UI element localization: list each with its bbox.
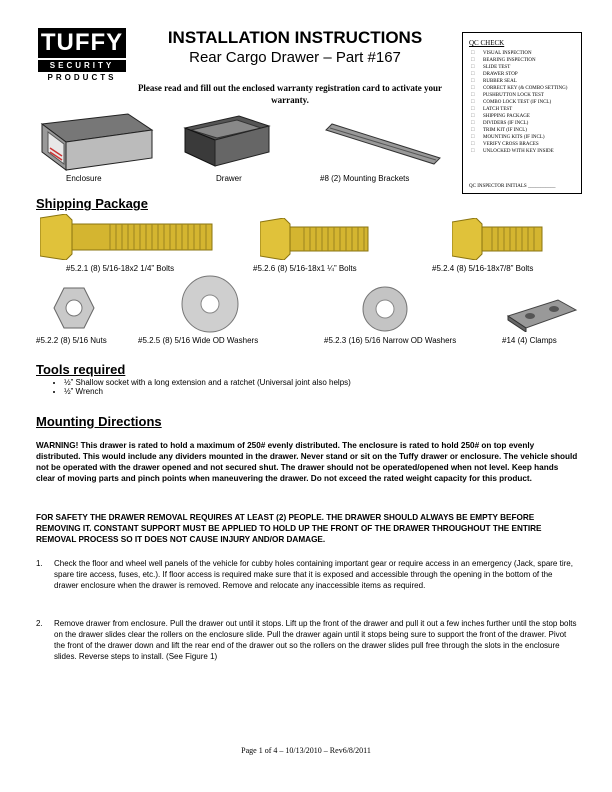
wide-washers-caption: #5.2.5 (8) 5/16 Wide OD Washers [138, 336, 259, 345]
brackets-caption: #8 (2) Mounting Brackets [320, 174, 410, 183]
wide-washer-image [180, 274, 240, 334]
page-footer: Page 1 of 4 – 10/13/2010 – Rev6/8/2011 [241, 746, 371, 755]
bolt3-caption: #5.2.4 (8) 5/16-18x7/8” Bolts [432, 264, 534, 273]
clamps-caption: #14 (4) Clamps [502, 336, 557, 345]
narrow-washer-image [360, 284, 410, 334]
step-number: 2. [36, 619, 43, 628]
enclosure-caption: Enclosure [66, 174, 102, 183]
mounting-heading: Mounting Directions [36, 414, 162, 429]
narrow-washers-caption: #5.2.3 (16) 5/16 Narrow OD Washers [324, 336, 457, 345]
qc-item: □ DRAWER STOP [471, 71, 518, 77]
qc-item: □ RUBBER SEAL [471, 78, 517, 84]
logo-security: SECURITY [38, 60, 126, 72]
qc-item: □ BEARING INSPECTION [471, 57, 536, 63]
step-2 [36, 618, 578, 662]
qc-item: □ SHIPPING PACKAGE [471, 113, 530, 119]
qc-item: □ SLIDE TEST [471, 64, 511, 70]
step-1 [36, 558, 578, 591]
qc-title: QC CHECK [469, 39, 505, 47]
qc-item: □ LATCH TEST [471, 106, 513, 112]
bolt-medium-image [260, 218, 370, 260]
bolt1-caption: #5.2.1 (8) 5/16-18x2 1/4” Bolts [66, 264, 175, 273]
bolt2-caption: #5.2.6 (8) 5/16-18x1 ¼” Bolts [253, 264, 357, 273]
bolt-short-image [452, 218, 544, 260]
qc-check-box [462, 32, 582, 194]
drawer-image [183, 112, 273, 170]
qc-item: □ CORRECT KEY (& COMBO SETTING) [471, 85, 568, 91]
page-title: INSTALLATION INSTRUCTIONS [167, 28, 423, 47]
tools-list [48, 378, 351, 396]
warning-text: WARNING! This drawer is rated to hold a maximum of 250# evenly distributed. The enclosure is rated to hold 250# on top evenly distributed. This would include any dividers mounted in the drawer. Never stand or sit on the Tuffy drawer or enclosure. The vehicle should not be operated with the drawer opened and not secured shut. The drawer should not be operated/opened when not level. Keep hands clear of moving parts and pinch points when maneuvering the drawer. Do not exceed the rated weight capacity for this product. [36, 441, 578, 483]
tool-item: • ½” Wrench [64, 387, 351, 396]
step-text: Remove drawer from enclosure. Pull the drawer out until it stops. Lift up the front of the drawer and pull it out a few inches further until the stop bolts on the drawer slides clear the rollers on the enclosure slide. Pull the drawer again until it stops being sure to support the front of the drawer. Pivot the front of the drawer down and lift the rear end of the drawer out so the rollers on the drawer slides pull free through the slots in the enclosure slides. Reverse steps to install. (See Figure 1) [54, 619, 577, 661]
qc-item: □ UNLOCKED WITH KEY INSIDE [471, 148, 554, 154]
qc-list [469, 50, 579, 155]
qc-item: □ MOUNTING KITS (IF INCL) [471, 134, 545, 140]
shipping-heading: Shipping Package [36, 196, 148, 211]
mounting-bracket-image [322, 120, 444, 168]
qc-item: □ VISUAL INSPECTION [471, 50, 532, 56]
safety-text: FOR SAFETY THE DRAWER REMOVAL REQUIRES AT LEAST (2) PEOPLE. THE DRAWER SHOULD ALWAYS BE EMPTY BEFORE REMOVING IT. CONSTANT SUPPORT MUST BE APPLIED TO HOLD UP THE FRONT OF THE DRAWER THROUGHOUT THE ENTIRE REMOVAL PROCESS SO IT DOES NOT CAUSE INJURY AND/OR DAMAGE. [36, 513, 542, 544]
qc-item: □ DIVIDERS (IF INCL) [471, 120, 529, 126]
tuffy-logo [38, 28, 128, 84]
tool-item: • ½” Shallow socket with a long extension and a ratchet (Universal joint also helps) [64, 378, 351, 387]
qc-item: □ PUSHBUTTON LOCK TEST [471, 92, 544, 98]
logo-products: PRODUCTS [47, 73, 117, 82]
enclosure-image [38, 112, 156, 172]
drawer-caption: Drawer [216, 174, 242, 183]
qc-item: □ COMBO LOCK TEST (IF INCL) [471, 99, 552, 105]
qc-item: □ TRIM KIT (IF INCL) [471, 127, 527, 133]
clamp-image [506, 298, 578, 332]
qc-initials: QC INSPECTOR INITIALS ___________ [469, 184, 556, 189]
bolt-long-image [40, 214, 214, 260]
tools-heading: Tools required [36, 362, 126, 377]
step-text: Check the floor and wheel well panels of the vehicle for cubby holes containing important gear or require access in an emergency (Jack, spare tire, spare tire access, fuses, etc.). If floor access is required make sure that it is exposed and accessible through the opening in the bottom of the drawer enclosure when the drawer is removed. Remove and relocate any inaccessible items as required. [54, 559, 573, 590]
step-number: 1. [36, 559, 43, 568]
nuts-caption: #5.2.2 (8) 5/16 Nuts [36, 336, 107, 345]
logo-brand: TUFFY [38, 28, 126, 58]
nut-image [52, 286, 96, 330]
warranty-note: Please read and fill out the enclosed warranty registration card to activate your warranty. [137, 83, 443, 105]
page-subtitle: Rear Cargo Drawer – Part #167 [189, 49, 401, 66]
qc-item: □ VERIFY CROSS BRACES [471, 141, 539, 147]
